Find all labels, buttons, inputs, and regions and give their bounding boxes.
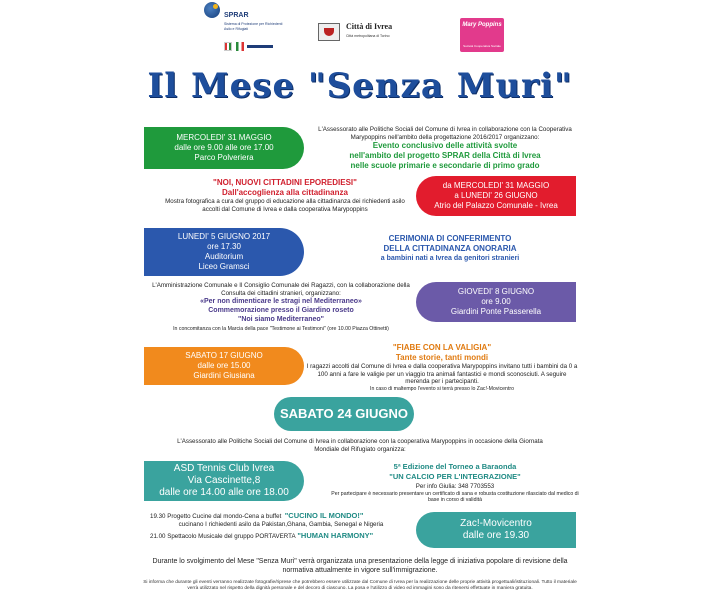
event1-date: MERCOLEDI' 31 MAGGIO xyxy=(176,133,272,142)
event5-time: dalle ore 15.00 xyxy=(197,361,251,370)
footer-disclaimer: Si informa che durante gli eventi verranno realizzate fotografie/riprese che potrebbero essere utilizzate dal Comune di Ivrea per la realizzazione delle proprie attività progettuali/istituzionali. Tutto il materiale verrà utilizzato nel rispetto della dignità personale e del decoro di ciascuno. La posa e l'utilizzo di video ed immagini sono da ritenersi effettuate in maniera gratuita. xyxy=(143,580,577,591)
event4-date: GIOVEDI' 8 GIUGNO xyxy=(457,287,535,296)
event5-place: Giardini Giusiana xyxy=(193,371,255,380)
event6-intro: L'Assessorato alle Politiche Sociali del Comune di Ivrea in collaborazione con la cooperativa Marypoppins in occasione della Giornata Mondiale del Rifugiato organizza: xyxy=(177,438,543,453)
event3-time: ore 17.30 xyxy=(207,242,241,251)
event3-date: LUNEDI' 5 GIUGNO 2017 xyxy=(177,232,271,241)
event6-spettacolo-line xyxy=(150,531,412,541)
event6-place-2: Zac!-Movicentro xyxy=(460,518,532,529)
event6-cucine-label: 19.30 Progetto Cucine dal mondo-Cena a buffet xyxy=(150,513,282,520)
sprar-logo xyxy=(200,2,290,54)
event5-desc: I ragazzi accolti dal Comune di Ivrea e dalla cooperativa Marypoppins invitano tutti i bambini da 0 a 100 anni a fare le valigie per un viaggio tra animali fantastici e mondi sconosciuti. A seguire merenda per i partecipanti. xyxy=(306,363,578,386)
event1-highlight-2: nell'ambito del progetto SPRAR della Città di Ivrea xyxy=(349,151,541,161)
event1-ribbon xyxy=(144,127,304,169)
event1-time: dalle ore 9.00 alle ore 17.00 xyxy=(174,143,274,152)
ivrea-subtitle: Città metropolitana di Torino xyxy=(346,34,390,38)
event6-place: ASD Tennis Club Ivrea xyxy=(173,463,275,474)
event6-torneo-text xyxy=(330,462,580,504)
sprar-name: SPRAR xyxy=(224,12,249,19)
event4-highlight-3: "Noi siamo Mediterraneo" xyxy=(238,316,324,324)
event2-date-end: a LUNEDI' 26 GIUGNO xyxy=(454,191,538,200)
event5-title: "FIABE CON LA VALIGIA" xyxy=(392,343,492,352)
event6-cucine-line xyxy=(150,511,412,521)
event6-torneo-title-1: 5ª Edizione del Torneo a Baraonda xyxy=(393,462,517,471)
event3-ribbon xyxy=(144,228,304,276)
event3-text xyxy=(330,234,570,264)
event6-spettacolo-title: "HUMAN HARMONY" xyxy=(297,531,374,541)
event6-ribbon-2 xyxy=(416,512,576,548)
event6-ribbon xyxy=(144,461,304,501)
event4-note: In concomitanza con la Marcia della pace "Testimone ai Testimoni" (ore 10.00 Piazza Ottinetti) xyxy=(173,326,389,333)
event4-highlight-2: Commemorazione presso il Giardino roseto xyxy=(208,307,354,315)
event4-time: ore 9.00 xyxy=(481,297,511,306)
event4-highlight-1: «Per non dimenticare le stragi nel Mediterraneo» xyxy=(200,298,362,306)
event6-time-2: dalle ore 19.30 xyxy=(462,530,530,541)
event6-time: dalle ore 14.00 alle ore 18.00 xyxy=(159,487,289,498)
event1-text xyxy=(300,126,590,171)
event6-torneo-title-2: "UN CALCIO PER L'INTEGRAZIONE" xyxy=(389,471,521,481)
event1-highlight-3: nelle scuole primarie e secondarie di primo grado xyxy=(350,161,540,171)
marypoppins-subtitle: Società Cooperativa Sociale xyxy=(463,44,501,48)
ivrea-logo xyxy=(318,20,398,50)
crest-icon xyxy=(318,23,340,41)
marypoppins-name: Mary Poppins xyxy=(462,22,502,28)
event5-note: In caso di maltempo l'evento si terrà presso lo Zac!-Movicentro xyxy=(370,385,514,392)
page-title: Il Mese "Senza Muri" xyxy=(147,66,573,106)
event6-date-ribbon: SABATO 24 GIUGNO xyxy=(274,397,414,431)
event3-place: Auditorium xyxy=(204,252,244,261)
ivrea-name: Città di Ivrea xyxy=(346,22,393,31)
event6-torneo-note: Per partecipare è necessario presentare un certificato di sana e robusta costituzione rilasciato dal medico di base in corso di validità xyxy=(331,490,579,504)
event4-place: Giardini Ponte Passerella xyxy=(450,307,542,316)
event2-title: "NOI, NUOVI CITTADINI EPOREDIESI" xyxy=(213,178,357,187)
event2-desc: Mostra fotografica a cura del gruppo di educazione alla cittadinanza dei richiedenti asilo accolti dal Comune di Ivrea e dalla cooperativa Marypoppins xyxy=(165,198,405,213)
event3-title-1: CERIMONIA DI CONFERIMENTO xyxy=(388,234,512,243)
marypoppins-logo xyxy=(460,18,504,52)
event2-subtitle: Dall'accoglienza alla cittadinanza xyxy=(222,188,348,197)
closing-text: Durante lo svolgimento del Mese "Senza Muri" verrà organizzata una presentazione della legge di iniziativa popolare di revisione della normativa attualmente in vigore sull'immigrazione. xyxy=(152,558,568,574)
event1-highlight-1: Evento conclusivo delle attività svolte xyxy=(372,141,518,151)
event5-subtitle: Tante storie, tanti mondi xyxy=(395,353,489,362)
globe-icon xyxy=(204,2,220,18)
event5-text xyxy=(306,343,578,392)
event4-ribbon xyxy=(416,282,576,322)
event5-date: SABATO 17 GIUGNO xyxy=(185,351,263,360)
sprar-flags xyxy=(224,42,274,52)
event6-cucine-text xyxy=(150,511,412,541)
event3-title-2: DELLA CITTADINANZA ONORARIA xyxy=(383,244,517,253)
event2-text xyxy=(160,178,410,213)
event2-date-start: da MERCOLEDI' 31 MAGGIO xyxy=(442,181,550,190)
event1-place: Parco Polveriera xyxy=(194,153,254,162)
event5-ribbon xyxy=(144,347,304,385)
event3-subtitle: a bambini nati a Ivrea da genitori stranieri xyxy=(380,255,520,262)
event6-cucine-desc: cucinano I richiedenti asilo da Pakistan,Ghana, Gambia, Senegal e Nigeria xyxy=(178,520,384,528)
event1-intro: L'Assessorato alle Politiche Sociali del Comune di Ivrea in collaborazione con la Cooperativa Marypoppins nell'ambito della progettazione 2016/2017 organizzano: xyxy=(318,126,572,141)
event6-cucine-title: "CUCINO IL MONDO!" xyxy=(284,511,364,520)
sprar-subtitle: Sistema di Protezione per Richiedenti Asilo e Rifugiati xyxy=(224,22,283,31)
event6-spettacolo-label: 21.00 Spettacolo Musicale del gruppo PORTAVERTA xyxy=(150,533,296,541)
flag-icon xyxy=(224,42,232,51)
event4-text xyxy=(150,282,412,333)
event3-place-2: Liceo Gramsci xyxy=(198,262,250,271)
event6-address: Via Cascinette,8 xyxy=(187,475,261,486)
event2-place: Atrio del Palazzo Comunale - Ivrea xyxy=(434,201,558,210)
flag-icon xyxy=(236,42,244,51)
event4-intro: L'Amministrazione Comunale e Il Consiglio Comunale dei Ragazzi, con la collaborazione della Consulta dei cittadini stranieri, organizzano: xyxy=(152,282,410,297)
ministry-mark-icon xyxy=(247,45,273,48)
event2-ribbon xyxy=(416,176,576,216)
event6-info: Per info Giulia: 348 7703553 xyxy=(415,483,495,490)
